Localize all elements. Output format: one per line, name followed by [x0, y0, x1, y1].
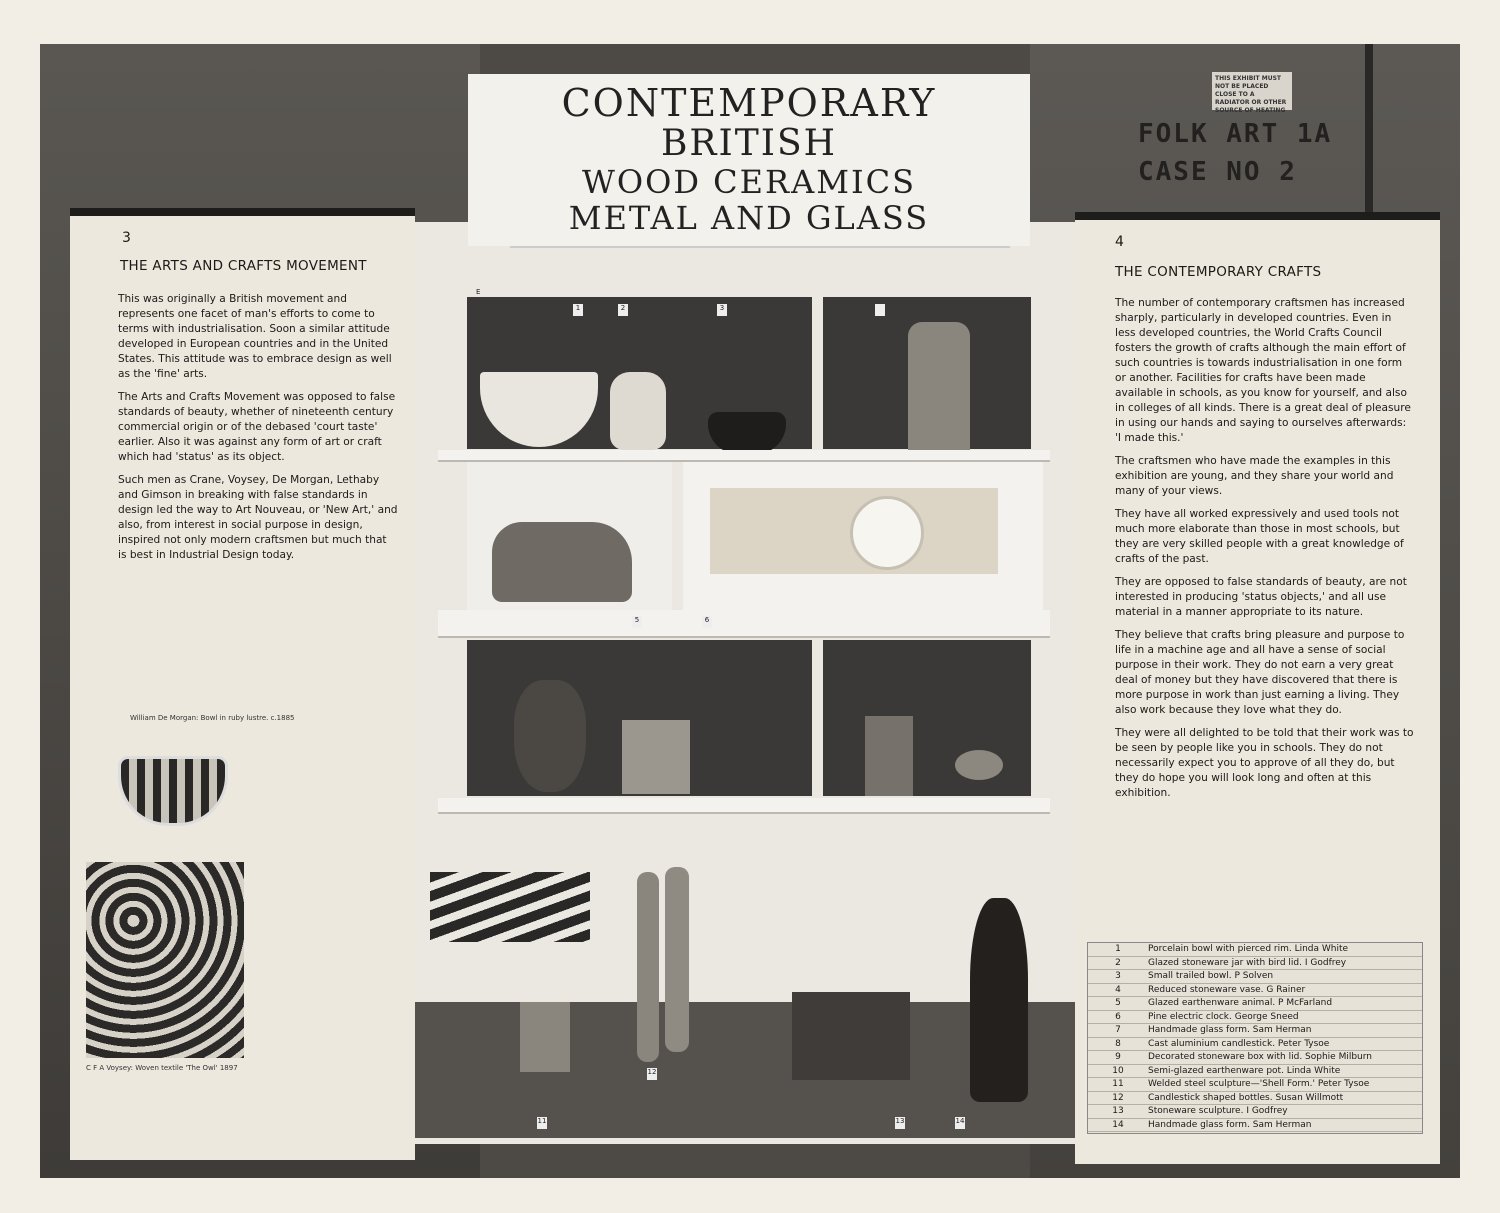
item-number: 14: [1112, 1119, 1124, 1130]
item-list: [1087, 942, 1423, 1134]
tag: 6: [702, 616, 712, 628]
panel-number: 4: [1115, 234, 1124, 250]
tag: 2: [618, 304, 628, 316]
sculpture-base: [520, 1002, 570, 1072]
tag: E: [476, 288, 481, 296]
tag: [875, 304, 885, 316]
stencil-case-number: CASE NO 2: [1138, 157, 1297, 187]
textile-caption: C F A Voysey: Woven textile 'The Owl' 1897: [86, 1064, 238, 1072]
item-number: 7: [1115, 1025, 1121, 1036]
paragraph: The number of contemporary craftsmen has increased sharply, particularly in developed countries. Even in less developed countries, the World Crafts Council fosters the growth of crafts although the main effort of such countries is towards industrialisation in one form or another. Facilities for crafts have been made available in schools, as you know for yourself, and also in colleges of all kinds. There is a great deal of pleasure in using our hands and saying to ourselves afterwards: 'I made this.': [1115, 297, 1411, 444]
item-description: Small trailed bowl. P Solven: [1148, 971, 1274, 982]
exhibition-photo: [40, 44, 1460, 1178]
paragraph: They have all worked expressively and used tools not much more elaborate than those in most schools, but they are very skilled people with a great knowledge of crafts of the past.: [1115, 508, 1404, 565]
title-sign: [468, 74, 1030, 246]
stoneware-vase: [908, 322, 970, 454]
item-description: Cast aluminium candlestick. Peter Tysoe: [1148, 1038, 1330, 1049]
candlestick-bottle: [665, 867, 689, 1052]
item-row: [1088, 1051, 1422, 1065]
paragraph: The Arts and Crafts Movement was opposed to false standards of beauty, whether of nineteenth century commercial origin or of the debased 'court taste' earlier. Also it was against any form of art or craft which had 'status' as its object.: [118, 391, 396, 463]
item-row: [1088, 997, 1422, 1011]
shelf: [438, 450, 1050, 462]
sign-line: BRITISH: [660, 123, 838, 164]
item-row: [1088, 1038, 1422, 1052]
panel-number: 3: [122, 230, 131, 246]
item-description: Handmade glass form. Sam Herman: [1148, 1119, 1312, 1130]
tag: 3: [717, 304, 727, 316]
item-number: 2: [1115, 957, 1121, 968]
tag: 11: [537, 1117, 547, 1129]
item-row: [1088, 1078, 1422, 1092]
item-row: [1088, 970, 1422, 984]
glass-form: [514, 680, 586, 792]
item-number: 12: [1112, 1092, 1124, 1103]
item-number: 6: [1115, 1011, 1121, 1022]
item-number: 3: [1115, 971, 1121, 982]
item-number: 5: [1115, 998, 1121, 1009]
item-row: [1088, 984, 1422, 998]
item-description: Handmade glass form. Sam Herman: [1148, 1025, 1312, 1036]
item-number: 4: [1115, 984, 1121, 995]
item-number: 8: [1115, 1038, 1121, 1049]
steel-sculpture: [430, 872, 590, 942]
item-number: 1: [1115, 944, 1121, 955]
sign-line: METAL AND GLASS: [568, 199, 930, 237]
tag: 13: [895, 1117, 905, 1129]
voysey-textile-photo: [86, 862, 244, 1058]
candlestick-bottle: [637, 872, 659, 1062]
panel-title: THE ARTS AND CRAFTS MOVEMENT: [120, 258, 367, 274]
item-row: [1088, 1011, 1422, 1025]
earthenware-pot: [955, 750, 1003, 780]
item-description: Stoneware sculpture. I Godfrey: [1148, 1106, 1288, 1117]
tag: 12: [647, 1068, 657, 1080]
sign-line: CONTEMPORARY: [561, 81, 937, 125]
trailed-bowl: [708, 412, 786, 454]
item-description: Porcelain bowl with pierced rim. Linda White: [1148, 944, 1349, 955]
item-row: [1088, 1119, 1422, 1133]
panel-title: THE CONTEMPORARY CRAFTS: [1115, 264, 1322, 280]
de-morgan-bowl-photo: [118, 756, 228, 826]
earthenware-animal: [492, 522, 632, 602]
item-description: Pine electric clock. George Sneed: [1148, 1011, 1299, 1022]
item-description: Decorated stoneware box with lid. Sophie Milburn: [1148, 1052, 1373, 1063]
stoneware-jar: [610, 372, 666, 450]
compartment-back: [823, 640, 1031, 796]
item-number: 9: [1115, 1052, 1121, 1063]
paragraph: Such men as Crane, Voysey, De Morgan, Lethaby and Gimson in breaking with false standards in design led the way to Art Nouveau, or 'New Art,' and also, from interest in social purpose in design, inspired not only modern craftsmen but much that is best in Industrial Design today.: [118, 474, 398, 561]
tag: 14: [955, 1117, 965, 1129]
item-number: 11: [1112, 1079, 1124, 1090]
item-description: Semi-glazed earthenware pot. Linda White: [1148, 1065, 1341, 1076]
tag: 1: [573, 304, 583, 316]
aluminium-candlestick: [622, 720, 690, 794]
bowl-caption: William De Morgan: Bowl in ruby lustre. c.1885: [130, 714, 295, 722]
item-row: [1088, 1024, 1422, 1038]
paragraph: This was originally a British movement and represents one facet of man's efforts to come to terms with industrialisation. Soon a similar attitude developed in European countries and in the United States. This attitude was to embrace design as well as the 'fine' arts.: [118, 293, 392, 380]
item-description: Glazed earthenware animal. P McFarland: [1148, 998, 1333, 1009]
item-row: [1088, 1065, 1422, 1079]
paragraph: The craftsmen who have made the examples in this exhibition are young, and they share your world and many of your views.: [1115, 455, 1394, 497]
item-description: Candlestick shaped bottles. Susan Willmott: [1148, 1092, 1344, 1103]
item-row: [1088, 957, 1422, 971]
item-description: Welded steel sculpture—'Shell Form.' Peter Tysoe: [1148, 1079, 1370, 1090]
shelf: [438, 798, 1050, 814]
stoneware-sculpture: [792, 992, 910, 1080]
item-row: [1088, 943, 1422, 957]
item-row: [1088, 1092, 1422, 1106]
item-row: [1088, 1105, 1422, 1119]
glass-bottle: [970, 898, 1028, 1102]
paragraph: They believe that crafts bring pleasure and purpose to life in a machine age and all have a sense of social purpose in their work. They do not earn a very great deal of money but they have discovered that there is more purpose in work than just earning a living. They also work because they love what they do.: [1115, 629, 1405, 716]
sign-line: WOOD CERAMICS: [581, 163, 917, 201]
item-number: 13: [1112, 1106, 1124, 1117]
stencil-folk-art: FOLK ART 1A: [1138, 119, 1333, 149]
paragraph: They were all delighted to be told that their work was to be seen by people like you in schools. They do not necessarily expect you to approve of all they do, but they do hope you will look long and often at this exhibition.: [1115, 727, 1414, 799]
paragraph: They are opposed to false standards of beauty, are not interested in producing 'status objects,' and all use material in a manner appropriate to its nature.: [1115, 576, 1407, 618]
display-cabinet: [400, 222, 1086, 1144]
left-info-panel: [70, 208, 415, 1160]
tag: 5: [632, 616, 642, 628]
warning-notice: THIS EXHIBIT MUST NOT BE PLACED CLOSE TO A RADIATOR OR OTHER SOURCE OF HEATING: [1212, 72, 1292, 110]
item-number: 10: [1112, 1065, 1124, 1076]
item-description: Glazed stoneware jar with bird lid. I Godfrey: [1148, 957, 1347, 968]
shelf: [438, 610, 1050, 638]
item-description: Reduced stoneware vase. G Rainer: [1148, 984, 1306, 995]
stoneware-box: [865, 716, 913, 796]
clock-face-icon: [850, 496, 924, 570]
